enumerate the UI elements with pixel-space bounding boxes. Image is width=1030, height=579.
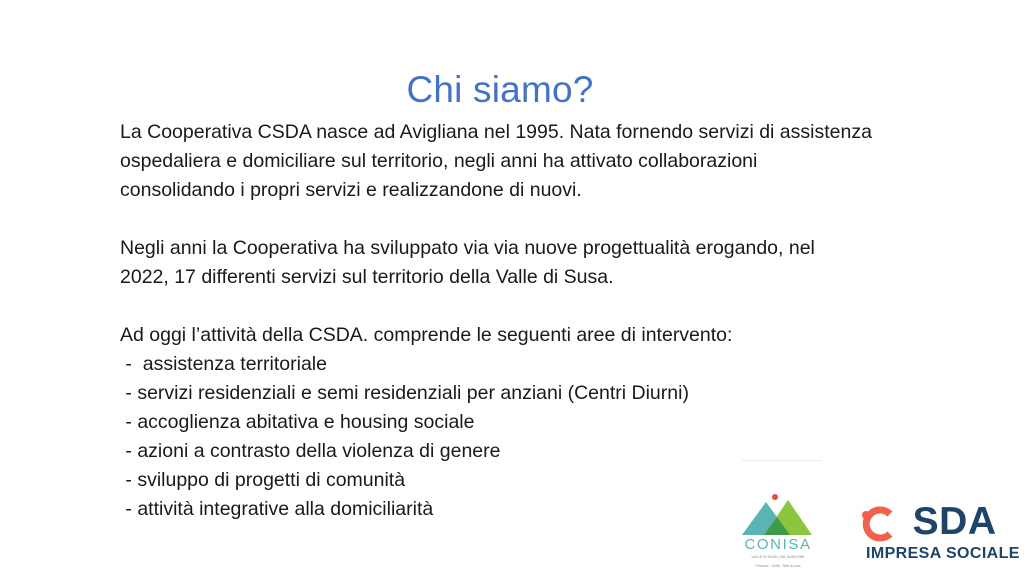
csda-logo bbox=[852, 500, 1022, 570]
list-item: - servizi residenziali e semi residenziali per anziani (Centri Diurni) bbox=[120, 382, 689, 404]
csda-tagline: IMPRESA SOCIALE bbox=[866, 545, 1020, 562]
list-item: - accoglienza abitativa e housing sociale bbox=[120, 411, 475, 433]
conisa-claim: Persone · Diritti · Reti di cura bbox=[755, 564, 801, 568]
paragraph-2 bbox=[120, 234, 980, 292]
slide-title: Chi siamo? bbox=[406, 68, 594, 110]
paragraph-2-line: 2022, 17 differenti servizi sul territorio della Valle di Susa. bbox=[120, 266, 614, 288]
list-item: - assistenza territoriale bbox=[120, 353, 327, 375]
paragraph-1-line: La Cooperativa CSDA nasce ad Avigliana nel 1995. Nata fornendo servizi di assistenza bbox=[120, 121, 872, 143]
conisa-subtitle: VALLE DI SUSA | VAL SANGONE bbox=[751, 555, 805, 559]
paragraph-1 bbox=[120, 118, 980, 205]
list-item: - sviluppo di progetti di comunità bbox=[120, 469, 406, 491]
divider bbox=[742, 460, 822, 461]
paragraph-spacer bbox=[120, 205, 980, 234]
paragraph-2-line: Negli anni la Cooperativa ha sviluppato via via nuove progettualità erogando, nel bbox=[120, 237, 815, 259]
paragraph-1-line: consolidando i propri servizi e realizzandone di nuovi. bbox=[120, 179, 582, 201]
paragraph-spacer bbox=[120, 292, 980, 321]
list-item: - attività integrative alla domiciliarità bbox=[120, 498, 434, 520]
csda-wordmark bbox=[884, 500, 997, 544]
list-item: - azioni a contrasto della violenza di genere bbox=[120, 440, 501, 462]
areas-list bbox=[120, 350, 980, 524]
conisa-logo bbox=[738, 492, 818, 572]
slide-body bbox=[120, 118, 980, 524]
areas-intro: Ad oggi l’attività della CSDA. comprende le seguenti aree di intervento: bbox=[120, 324, 733, 346]
conisa-mountains-icon bbox=[738, 492, 818, 536]
paragraph-1-line: ospedaliera e domiciliare sul territorio, negli anni ha attivato collaborazioni bbox=[120, 150, 758, 172]
conisa-wordmark: CONISA bbox=[744, 536, 812, 553]
csda-wordmark-rest: SDA bbox=[912, 500, 997, 543]
